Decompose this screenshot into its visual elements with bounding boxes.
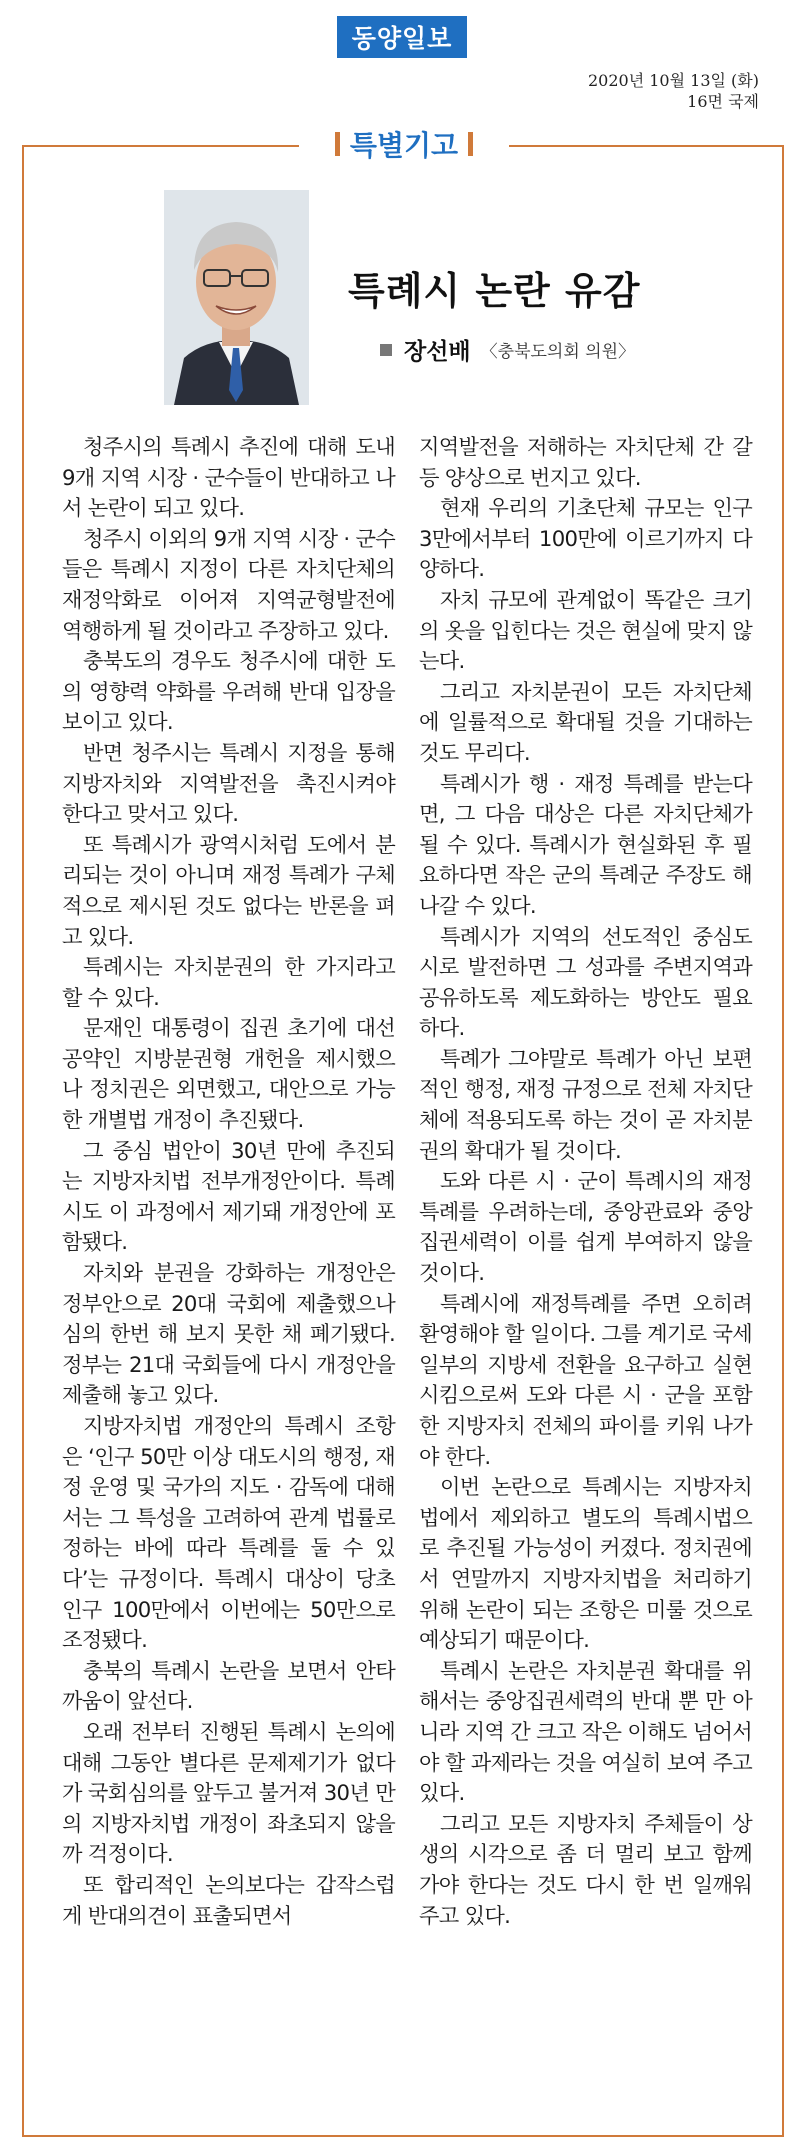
paragraph: 그리고 자치분권이 모든 자치단체에 일률적으로 확대될 것을 기대하는 것도 무리다. — [419, 678, 752, 765]
paragraph: 특례시 논란은 자치분권 확대를 위해서는 중앙집권세력의 반대 뿐 만 아니라 지역 간 크고 작은 이해도 넘어서야 할 과제라는 것을 여실히 보여 주고 있다. — [419, 1657, 752, 1806]
section-label-text: 특별기고 — [349, 129, 459, 162]
paragraph: 도와 다른 시 · 군이 특례시의 재정특례를 우려하는데, 중앙관료와 중앙집권세력이 이를 쉽게 부여하지 않을 것이다. — [419, 1168, 752, 1286]
section-bracket-right — [468, 132, 473, 156]
author-name: 장선배 — [404, 339, 471, 365]
paragraph: 특례시에 재정특례를 주면 오히려 환영해야 할 일이다. 그를 계기로 국세 일부의 지방세 전환을 요구하고 실현시킴으로써 도와 다른 시 · 군을 포함한 지방자치 전체의 파이를 키워 나가야 한다. — [419, 1290, 752, 1469]
publish-date: 2020년 10월 13일 (화) — [587, 71, 759, 90]
dateline — [588, 70, 759, 112]
paragraph: 그 중심 법안이 30년 만에 추진되는 지방자치법 전부개정안이다. 특례시도 이 과정에서 제기돼 개정안에 포함됐다. — [62, 1137, 395, 1255]
paragraph: 자치 규모에 관계없이 똑같은 크기의 옷을 입힌다는 것은 현실에 맞지 않는다. — [419, 586, 752, 674]
paragraph: 오래 전부터 진행된 특례시 논의에 대해 그동안 별다른 문제제기가 없다가 국회심의를 앞두고 불거져 30년 만의 지방자치법 개정이 좌초되지 않을까 걱정이다. — [62, 1718, 395, 1867]
section-label — [299, 124, 509, 164]
newspaper-logo: 동양일보 — [337, 16, 467, 58]
paragraph: 청주시 이외의 9개 지역 시장 · 군수들은 특례시 지정이 다른 자치단체의 재정악화로 이어져 지역균형발전에 역행하게 될 것이라고 주장하고 있다. — [62, 525, 395, 643]
article-headline: 특례시 논란 유감 — [348, 269, 641, 313]
page-section: 16면 국제 — [687, 92, 759, 111]
paragraph: 특례가 그야말로 특례가 아닌 보편적인 행정, 재정 규정으로 전체 자치단체에 적용되도록 하는 것이 곧 자치분권의 확대가 될 것이다. — [419, 1045, 752, 1163]
paragraph: 충북의 특례시 논란을 보면서 안타까움이 앞선다. — [62, 1657, 395, 1714]
paragraph: 반면 청주시는 특례시 지정을 통해 지방자치와 지역발전을 촉진시켜야 한다고 맞서고 있다. — [62, 739, 395, 827]
byline — [380, 333, 635, 366]
paragraph: 특례시가 행 · 재정 특례를 받는다면, 그 다음 대상은 다른 자치단체가 될 수 있다. 특례시가 현실화된 후 필요하다면 작은 군의 특례군 주장도 해 나갈 수 있다. — [419, 770, 752, 918]
paragraph: 특례시는 자치분권의 한 가지라고 할 수 있다. — [62, 954, 395, 1010]
paragraph: 문재인 대통령이 집권 초기에 대선 공약인 지방분권형 개헌을 제시했으나 정치권은 외면했고, 대안으로 가능한 개별법 개정이 추진됐다. — [62, 1015, 395, 1133]
article-column-right — [419, 432, 752, 1931]
paragraph: 또 합리적인 논의보다는 갑작스럽게 반대의견이 표출되면서 — [62, 1871, 395, 1928]
paragraph: 특례시가 지역의 선도적인 중심도시로 발전하면 그 성과를 주변지역과 공유하도록 제도화하는 방안도 필요하다. — [419, 923, 752, 1041]
paragraph: 충북도의 경우도 청주시에 대한 도의 영향력 약화를 우려해 반대 입장을 보이고 있다. — [62, 648, 395, 735]
paragraph: 지역발전을 저해하는 자치단체 간 갈등 양상으로 번지고 있다. — [419, 434, 752, 490]
article-column-left — [62, 432, 395, 1931]
byline-square-icon — [380, 344, 392, 356]
paragraph: 자치와 분권을 강화하는 개정안은 정부안으로 20대 국회에 제출했으나 심의 한번 해 보지 못한 채 폐기됐다. 정부는 21대 국회들에 다시 개정안을 제출해 놓고 있다. — [62, 1260, 395, 1408]
section-bracket-left — [335, 132, 340, 156]
author-portrait-illustration — [164, 190, 309, 405]
author-title: 〈충북도의회 의원〉 — [480, 342, 636, 362]
paragraph: 지방자치법 개정안의 특례시 조항은 ‘인구 50만 이상 대도시의 행정, 재정 운영 및 국가의 지도 · 감독에 대해서는 그 특성을 고려하여 관계 법률로 정하는 바에 따라 특례를 둘 수 있다’는 규정이다. 특례시 대상이 당초 인구 100만에서 이번에는 50만으로 조정됐다. — [62, 1413, 395, 1653]
author-photo — [164, 190, 309, 405]
paragraph: 또 특례시가 광역시처럼 도에서 분리되는 것이 아니며 재정 특례가 구체적으로 제시된 것도 없다는 반론을 펴고 있다. — [62, 831, 395, 949]
paragraph: 현재 우리의 기초단체 규모는 인구 3만에서부터 100만에 이르기까지 다양하다. — [419, 495, 752, 582]
paragraph: 이번 논란으로 특례시는 지방자치법에서 제외하고 별도의 특례시법으로 추진될 가능성이 커졌다. 정치권에서 연말까지 지방자치법을 처리하기 위해 논란이 되는 조항은 미룰 것으로 예상되기 때문이다. — [419, 1474, 752, 1653]
paragraph: 청주시의 특례시 추진에 대해 도내 9개 지역 시장 · 군수들이 반대하고 나서 논란이 되고 있다. — [62, 434, 395, 521]
paragraph: 그리고 모든 지방자치 주체들이 상생의 시각으로 좀 더 멀리 보고 함께 가야 한다는 것도 다시 한 번 일깨워 주고 있다. — [419, 1810, 752, 1928]
